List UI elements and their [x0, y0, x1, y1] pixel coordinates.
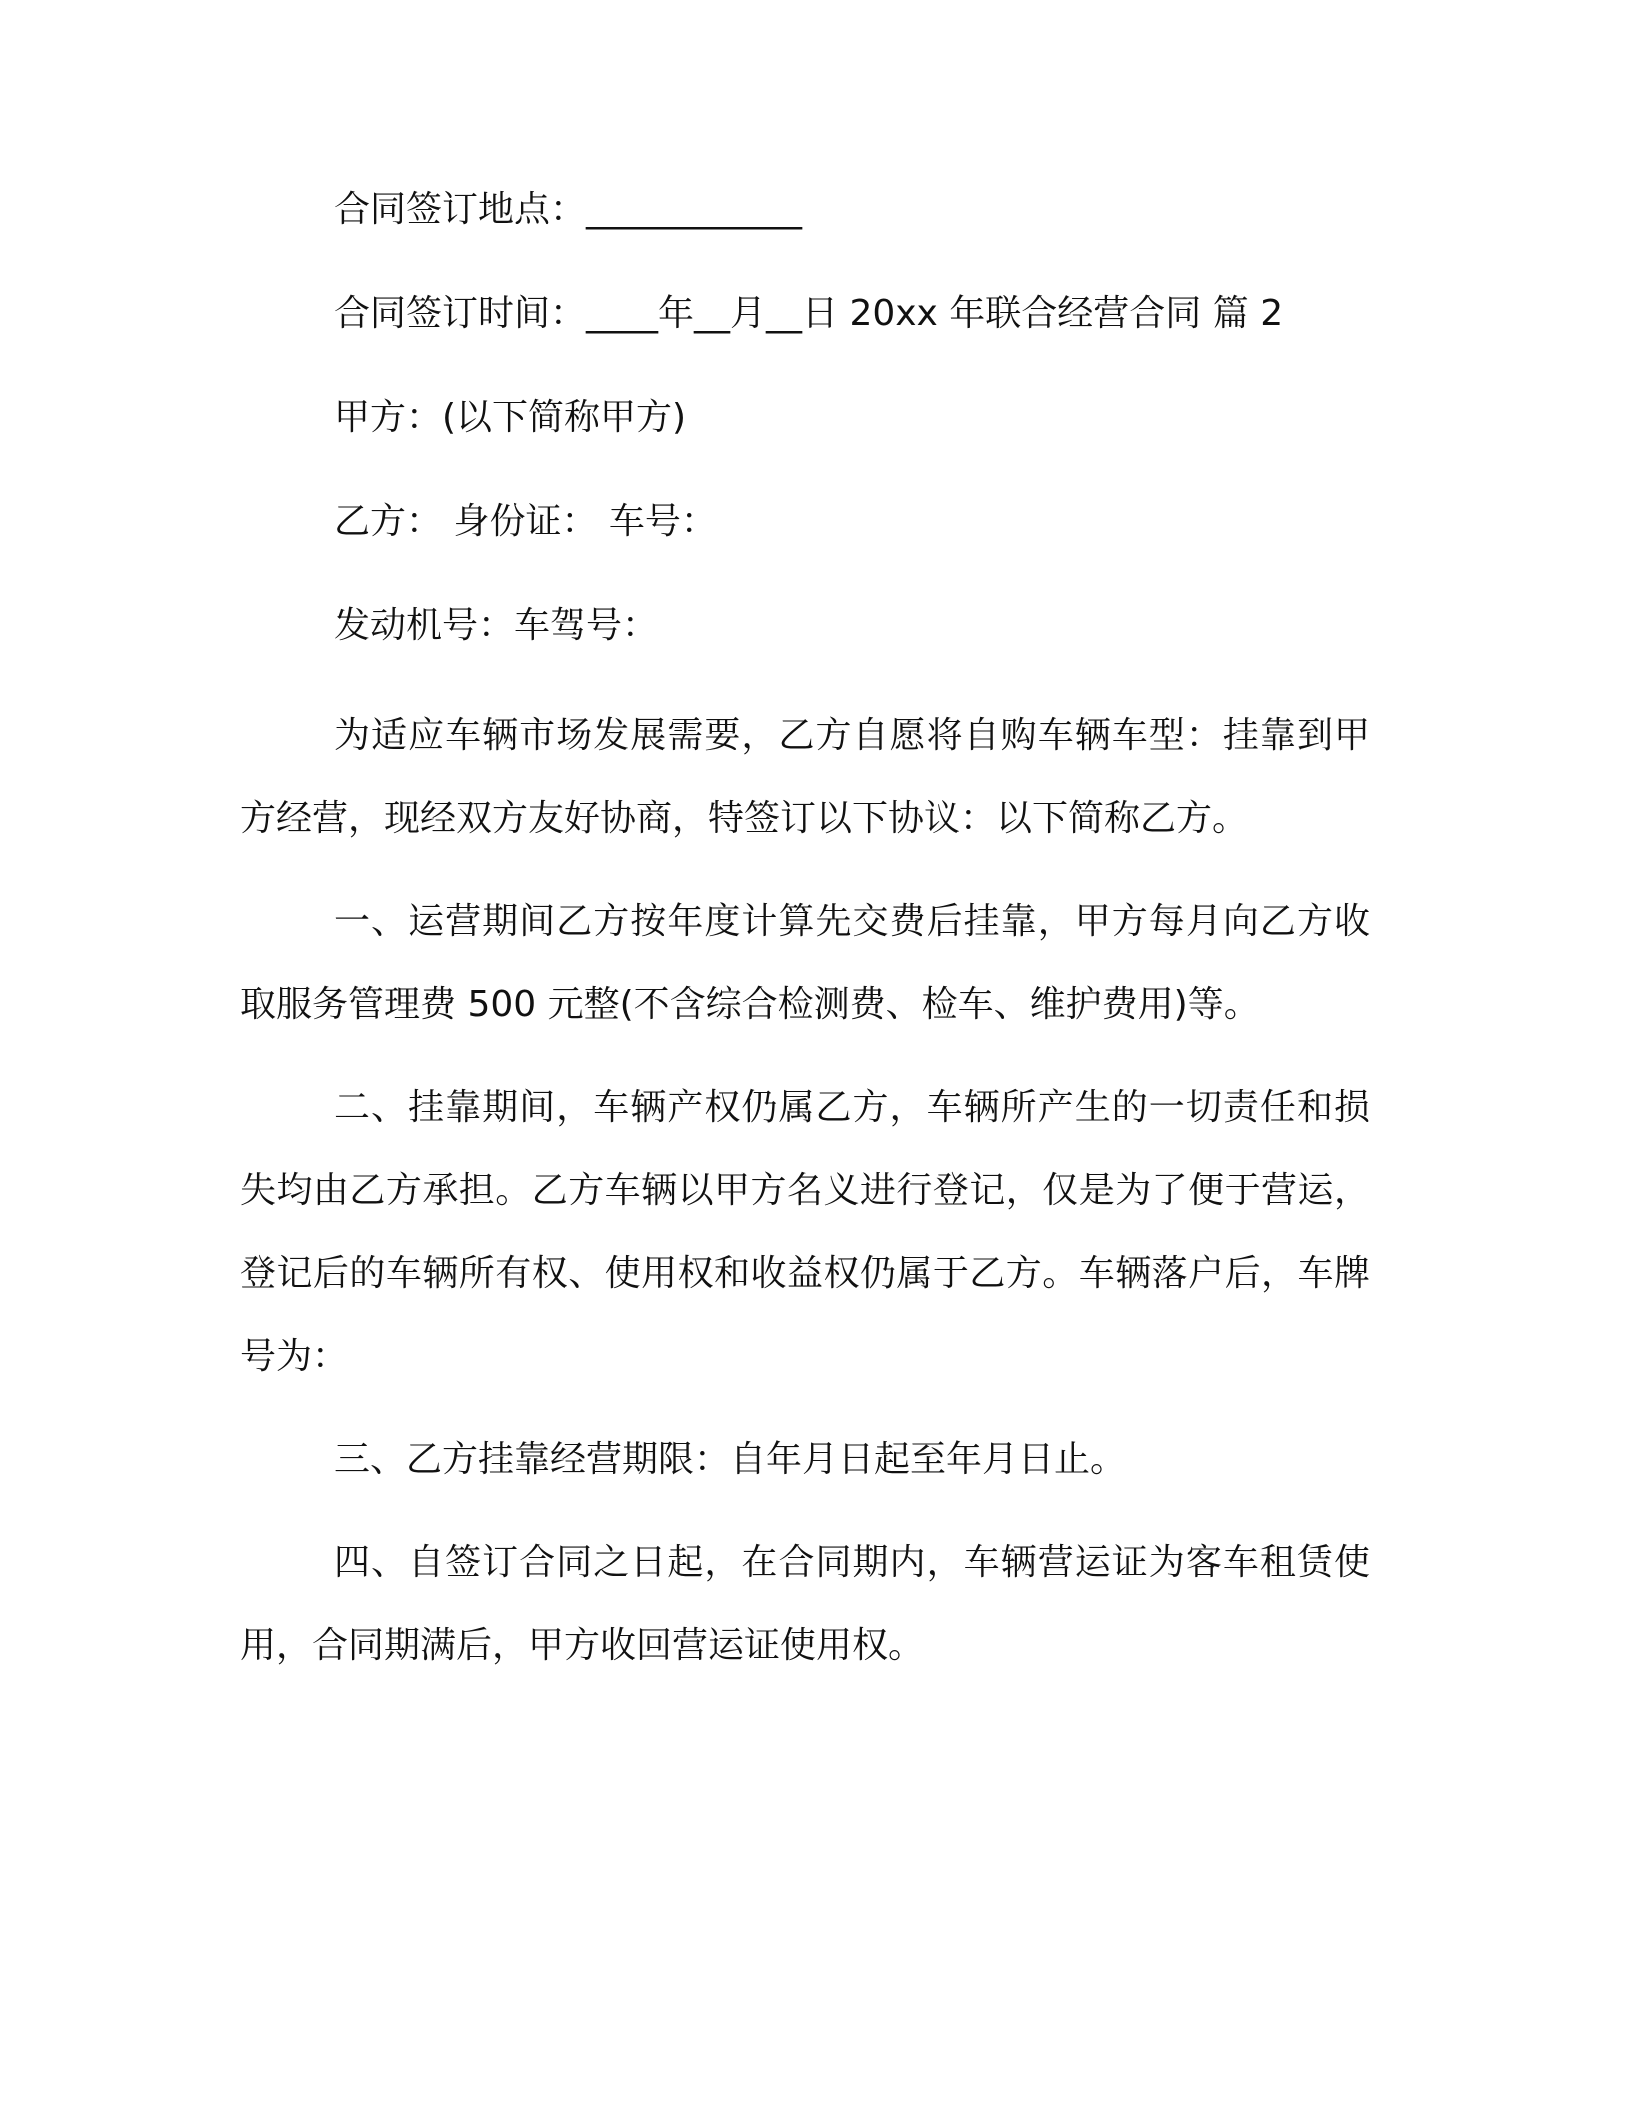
engine-number-line: 发动机号：车驾号： [334, 605, 659, 646]
contract-sign-time: 合同签订时间：____年__月__日 20xx 年联合经营合同 篇 2 [334, 293, 1284, 334]
party-b-line: 乙方： 身份证： 车号： [334, 501, 717, 542]
clause-4-paragraph: 四、自签订合同之日起，在合同期内，车辆营运证为客车租赁使用，合同期满后，甲方收回营运证使用权。 [240, 1542, 1370, 1666]
preamble-paragraph: 为适应车辆市场发展需要，乙方自愿将自购车辆车型：挂靠到甲方经营，现经双方友好协商，特签订以下协议：以下简称乙方。 [240, 715, 1370, 839]
document-body [240, 184, 1370, 1707]
clause-1-paragraph: 一、运营期间乙方按年度计算先交费后挂靠，甲方每月向乙方收取服务管理费 500 元整(不含综合检测费、检车、维护费用)等。 [240, 901, 1370, 1025]
contract-sign-place: 合同签订地点：____________ [334, 189, 803, 230]
clause-2-paragraph: 二、挂靠期间，车辆产权仍属乙方，车辆所产生的一切责任和损失均由乙方承担。乙方车辆以甲方名义进行登记，仅是为了便于营运，登记后的车辆所有权、使用权和收益权仍属于乙方。车辆落户后，车牌号为： [240, 1087, 1370, 1377]
party-a-line: 甲方：(以下简称甲方) [334, 397, 687, 438]
clause-3-paragraph: 三、乙方挂靠经营期限：自年月日起至年月日止。 [334, 1439, 1127, 1480]
